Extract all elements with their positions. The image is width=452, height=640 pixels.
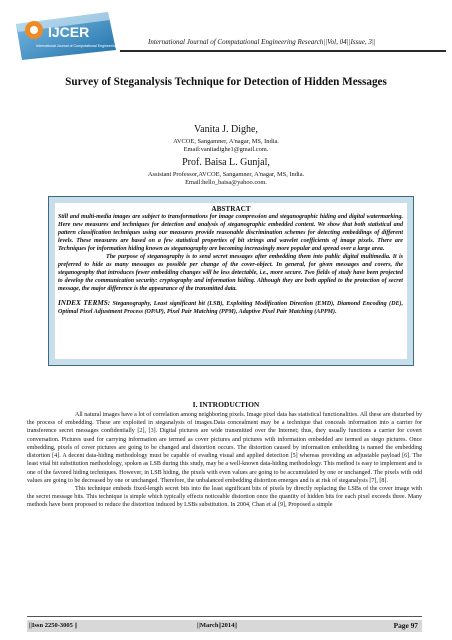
- introduction-body: [27, 411, 422, 510]
- journal-logo: [8, 10, 134, 62]
- header-divider: [120, 50, 446, 52]
- index-terms: [55, 294, 407, 317]
- author-affiliation-2: Assistant Professor,AVCOE, Sangamner, A'nagar, MS, India.: [147, 171, 305, 178]
- logo-text: IJCER: [48, 24, 90, 40]
- introduction-paragraph-1: All natural images have a lot of correlation among neighboring pixels. Image pixel data has statistical functionalities. All these are disturbed by the process of embedding. These are exploited in steganalysis of images.Data concealment may be a technique that conceals information into a carrier for transference secret messages confidentially [2], [3]. Digital pictures are wide transmitted over the Internet; thus, they usually functions a carrier for covert conversation. Pictures used for carrying information are termed as cover pictures and pictures with information embedded are termed as stego pictures. Once embedding, pixels of cover pictures are going to be changed and distortion occurs. The distortion caused by information embedding is named the embedding distortion [4]. A decent data-hiding methodology must be capable of evading visual and applied detection [5] whereas providing an adjustable payload [6]. The least vital bit substitution methodology, spoken as LSB during this study, may be a well-known data-hiding methodology. This method is easy to implement and is one of the favored hiding techniques. However, in LSB hiding, the pixels with even values are going to be accumulated by one or unchanged. The pixels with odd values are going to be decreased by one or unchanged. Therefore, the unbalanced embedding distortion emerges and is at risk of steganalysis [7], [8].: [27, 412, 422, 484]
- abstract-heading: ABSTRACT: [211, 205, 251, 213]
- author-name-1: Vanita J. Dighe,: [194, 124, 258, 135]
- index-terms-label: INDEX TERMS:: [58, 298, 111, 307]
- introduction-heading: I. INTRODUCTION: [192, 400, 260, 409]
- author-name-2: Prof. Baisa L. Gunjal,: [182, 157, 270, 168]
- introduction-paragraph-2: This technique embeds fixed-length secret bits into the least significant bits of pixels by directly replacing the LSBs of the cover image with the secret message bits. This technique is simple which typically effects noticeable distortion once the quantity of hidden bits for each pixel exceeds three. Many methods have been proposed to reduce the distortion induced by LSBs substitution. In 2004, Chan et al [9], Proposed a simple: [27, 485, 422, 509]
- paper-title: Survey of Steganalysis Technique for Detection of Hidden Messages: [65, 76, 387, 88]
- logo-subtitle: International Journal of Computational Engineering Research: [36, 44, 134, 48]
- abstract-body: [55, 213, 407, 294]
- index-terms-list: Steganography, Least significant bit (LSB), Exploiting Modification Direction (EMD), Diamond Encoding (DE), Optimal Pixel Adjustment Process (OPAP), Pixel Pair Matching (PPM), Adaptive Pixel Pair Matching (APPM).: [58, 300, 403, 315]
- author-email-2: Email:hello_baisa@yahoo.com.: [185, 179, 267, 186]
- author-email-1: Email:vanitadighe1@gmail.com.: [183, 146, 269, 153]
- footer-divider: [27, 616, 422, 617]
- author-affiliation-1: AVCOE, Sangamner, A'nagar, MS, India.: [173, 138, 279, 145]
- abstract-box: [48, 196, 414, 366]
- abstract-paragraph-1: Still and multi-media images are subject to transformations for image compression and steganographic hiding and digital watermarking. Here new measures and techniques for detection and analysis of steganographic embedded content. We show that both statistical and pattern classification techniques using our measures provide reasonable discrimination schemes for detecting embeddings of different levels. These measures are based on a few statistical properties of bit strings and wavelet coefficients of image pixels. There are Techniques for information hiding known as steganography are becoming increasingly more popular and spread over a large area.: [58, 214, 403, 252]
- footer-issn: ||Issn 2250-3005 ||: [29, 622, 78, 629]
- page-footer: [27, 620, 422, 632]
- footer-date: ||March||2014||: [197, 622, 238, 629]
- journal-citation: International Journal of Computational Engineering Research||Vol, 04||Issue, 3||: [148, 38, 376, 46]
- abstract-paragraph-2: The purpose of steganography is to send secret messages after embedding them into public digital multimedia. It is preferred to hide as many messages as possible per change of the cover-object. In general, for given messages and covers, the steganography that introduces fewer embedding changes will be less detectable, i.e., more secure. Two fields of study have been projected to develop the communication security: cryptography and information hiding. Although they are both applied to the protection of secret message, the major difference is the appearance of the transmitted data.: [58, 253, 403, 292]
- page-number: Page 97: [393, 621, 418, 630]
